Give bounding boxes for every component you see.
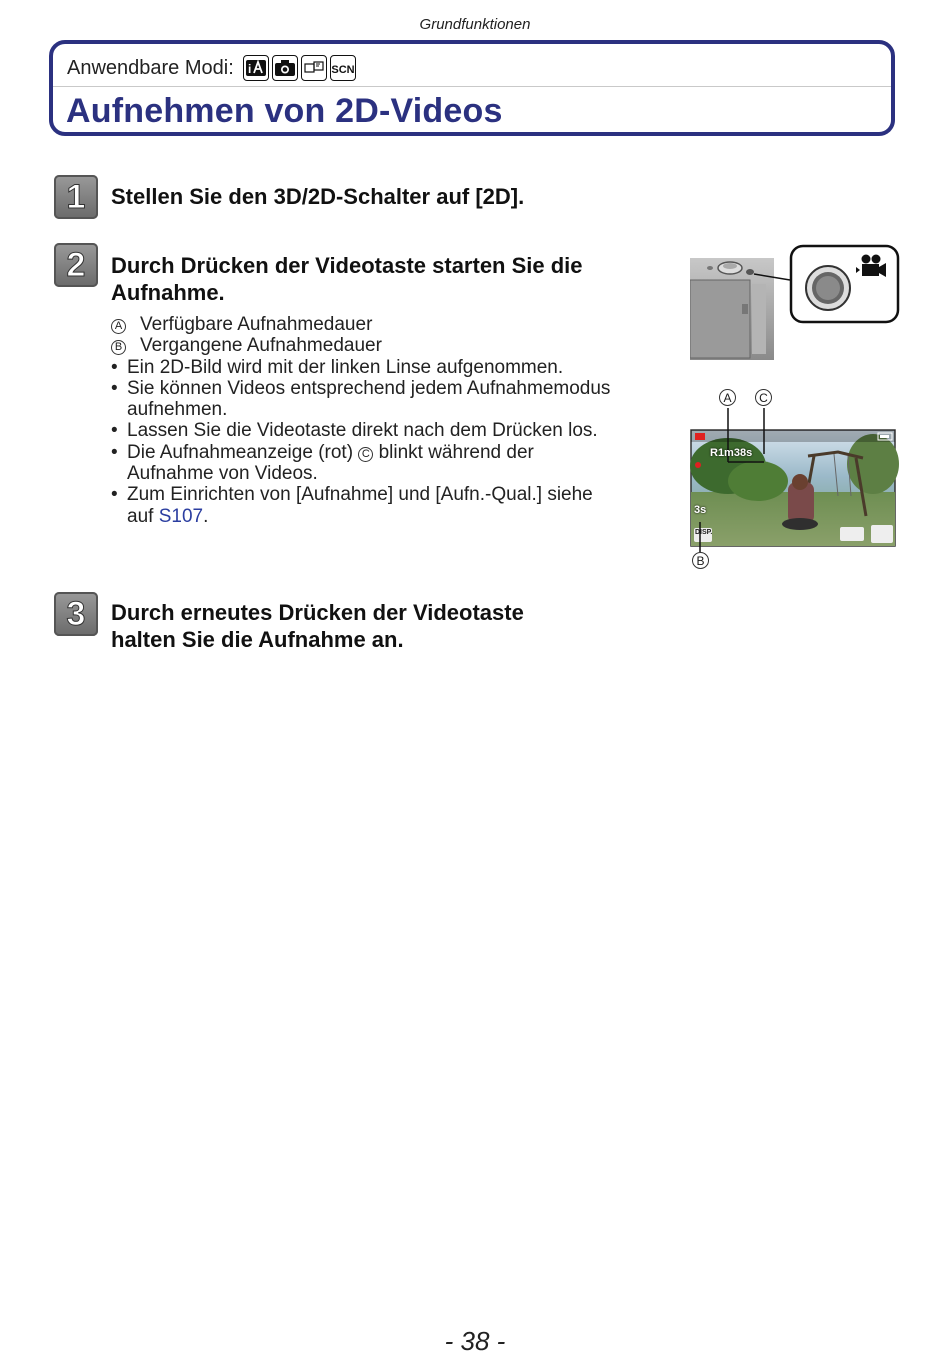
intelligent-auto-icon [243,55,269,81]
note-b [111,335,656,356]
bullet-icon: • [111,484,118,506]
step-1-badge: 1 [54,175,98,219]
lcd-callout-a: A [719,389,736,406]
step-3-heading-line-2: halten Sie die Aufnahme an. [111,627,404,652]
bullet-item [111,357,656,378]
step-2-heading-line-1: Durch Drücken der Videotaste starten Sie die [111,253,583,278]
bullet-text: auf [127,505,159,527]
callout-b-marker: B [111,340,126,355]
bullet-text: blinkt während der [378,441,534,463]
bullet-item [111,484,656,527]
bullet-text-suffix: . [203,505,209,527]
lcd-remaining-time: R1m38s [710,447,753,459]
step-2-heading [111,252,583,306]
step-3-badge: 3 [54,592,98,636]
bullet-text: aufnehmen. [127,399,228,421]
camera-icon [272,55,298,81]
title-box [49,40,895,136]
camera-video-button-illustration [690,244,900,362]
lcd-disp-button: DISP. [695,529,713,536]
page-link-s107[interactable]: S107 [158,505,204,527]
bullet-item [111,378,656,421]
title-divider [53,86,891,87]
lcd-callout-b: B [692,552,709,569]
section-label: Grundfunktionen [419,16,531,33]
lcd-callout-c: C [755,389,772,406]
modes-label: Anwendbare Modi: [67,56,234,79]
bullet-text: Sie können Videos entsprechend jedem Aufnahmemodus [127,377,611,399]
page-number: - 38 - [444,1326,506,1356]
step-3-heading-line-1: Durch erneutes Drücken der Videotaste [111,600,524,625]
bullet-text: Lassen Sie die Videotaste direkt nach dem Drücken los. [127,420,598,442]
callout-c-marker: C [358,447,373,462]
bullet-icon: • [111,377,118,399]
callout-a-marker: A [111,319,126,334]
page-title: Aufnehmen von 2D-Videos [66,92,503,130]
lcd-elapsed-time: 3s [694,504,707,516]
bullet-item [111,420,656,441]
bullet-text: Ein 2D-Bild wird mit der linken Linse aufgenommen. [127,356,564,378]
lcd-recording-screen-illustration [688,386,900,571]
bullet-text: Die Aufnahmeanzeige (rot) [127,441,354,463]
bullet-text: Aufnahme von Videos. [127,463,318,485]
step-2-badge: 2 [54,243,98,287]
step-1-heading: Stellen Sie den 3D/2D-Schalter auf [2D]. [111,184,525,209]
note-b-text: Vergangene Aufnahmedauer [140,335,382,357]
note-a [111,314,656,335]
svg-text:i: i [247,62,252,76]
note-a-text: Verfügbare Aufnahmedauer [140,314,373,335]
bullet-icon: • [111,441,118,463]
bullet-icon: • [111,420,118,442]
bullet-item [111,442,656,485]
applicable-modes [67,52,356,84]
3d-photo-icon [301,55,327,81]
step-3-heading [111,599,524,653]
bullet-text: Zum Einrichten von [Aufnahme] und [Aufn.-Qual.] siehe [127,484,593,506]
scene-mode-icon [330,55,356,81]
svg-text:SCN: SCN [331,64,355,76]
bullet-icon: • [111,356,118,378]
step-2-notes [111,314,656,527]
step-2-heading-line-2: Aufnahme. [111,280,225,305]
